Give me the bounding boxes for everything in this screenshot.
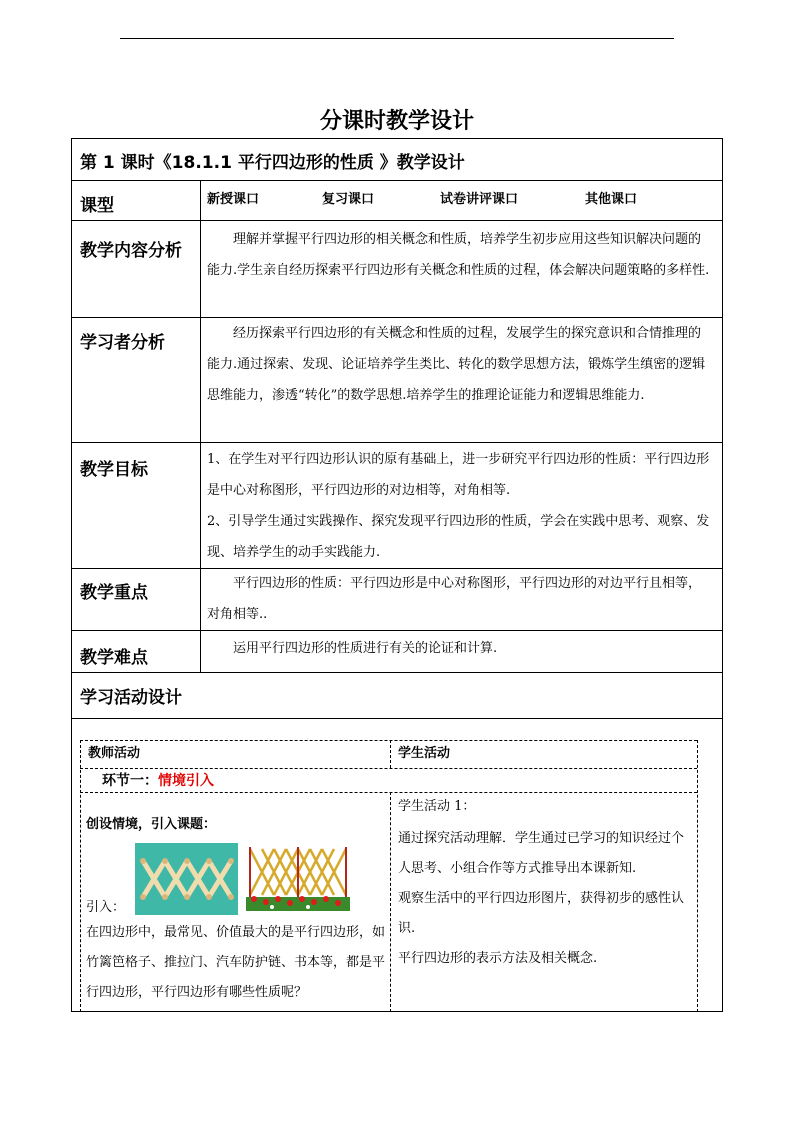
learner-analysis-text — [207, 318, 712, 411]
difficulties-paragraph: 运用平行四边形的性质进行有关的论证和计算. — [233, 641, 498, 656]
folding-rack-image — [135, 843, 238, 915]
student-activity-paragraph: 通过探究活动理解．学生通过已学习的知识经过个人思考、小组合作等方式推导出本课新知. — [398, 831, 685, 876]
option-exam-review[interactable]: 试卷讲评课口 — [440, 192, 519, 207]
inner-table-border — [80, 740, 81, 1012]
section-name: 情境引入 — [158, 773, 214, 789]
row-divider — [71, 442, 723, 443]
row-divider — [71, 672, 723, 673]
option-review-lesson[interactable]: 复习课口 — [322, 192, 375, 207]
difficulties-text — [207, 633, 712, 664]
content-analysis-label: 教学内容分析 — [80, 241, 182, 261]
inner-table-border — [697, 740, 698, 1012]
inner-table-border — [390, 740, 391, 768]
header-rule — [120, 38, 674, 39]
teacher-activity-header: 教师活动 — [88, 746, 141, 761]
key-points-paragraph: 平行四边形的性质：平行四边形是中心对称图形，平行四边形的对边平行且相等，对角相等.. — [207, 576, 702, 622]
row-divider — [71, 180, 723, 181]
student-activity-paragraph: 观察生活中的平行四边形图片，获得初步的感性认识. — [398, 891, 685, 936]
student-activity-paragraph: 平行四边形的表示方法及相关概念. — [398, 951, 598, 966]
document-title: 分课时教学设计 — [319, 109, 474, 134]
teacher-intro-text — [86, 918, 386, 1008]
learner-analysis-paragraph: 经历探索平行四边形的有关概念和性质的过程，发展学生的探究意识和合情推理的能力.通过探索、发现、论证培养学生类比、转化的数学思想方法，锻炼学生缜密的逻辑思维能力，渗透“转化”的数学思想.培养学生的推理论证能力和逻辑思维能力. — [207, 326, 706, 403]
course-type-label: 课型 — [80, 196, 114, 216]
inner-table-border — [390, 792, 391, 1012]
difficulties-label: 教学难点 — [80, 648, 148, 668]
row-divider — [71, 630, 723, 631]
column-divider — [200, 180, 201, 672]
student-activity-header: 学生活动 — [398, 746, 451, 761]
row-divider — [71, 220, 723, 221]
objectives-label: 教学目标 — [80, 460, 148, 480]
content-analysis-text — [207, 224, 712, 286]
lesson-header: 第 1 课时《18.1.1 平行四边形的性质 》教学设计 — [80, 153, 465, 173]
option-new-lesson[interactable]: 新授课口 — [207, 192, 260, 207]
option-other-lesson[interactable]: 其他课口 — [585, 192, 638, 207]
objective-item: 1、在学生对平行四边形认识的原有基础上，进一步研究平行四边形的性质：平行四边形是中心对称图形，平行四边形的对边相等，对角相等. — [207, 452, 710, 498]
activity-design-label: 学习活动设计 — [80, 688, 182, 708]
course-type-options — [207, 188, 707, 208]
row-divider — [71, 718, 723, 719]
objectives-text — [207, 444, 712, 568]
section-title — [102, 766, 214, 796]
flower-bed — [246, 896, 350, 911]
student-activity-text — [398, 792, 692, 974]
inner-table-border — [80, 740, 697, 741]
section-prefix: 环节一： — [102, 773, 158, 789]
fence-image — [244, 843, 352, 913]
intro-label: 引入： — [86, 900, 126, 915]
scene-title: 创设情境，引入课题： — [86, 817, 217, 832]
learner-analysis-label: 学习者分析 — [80, 333, 165, 353]
content-analysis-paragraph: 理解并掌握平行四边形的相关概念和性质，培养学生初步应用这些知识解决问题的能力.学生亲自经历探索平行四边形有关概念和性质的过程，体会解决问题策略的多样性. — [207, 232, 710, 278]
key-points-label: 教学重点 — [80, 583, 148, 603]
student-activity-heading: 学生活动 1： — [398, 799, 476, 814]
key-points-text — [207, 568, 712, 630]
teacher-intro-paragraph: 在四边形中，最常见、价值最大的是平行四边形，如竹篱笆格子、推拉门、汽车防护链、书本等，都是平行四边形，平行四边形有哪些性质呢？ — [86, 925, 386, 1000]
objective-item: 2、引导学生通过实践操作、探究发现平行四边形的性质，学会在实践中思考、观察、发现、培养学生的动手实践能力. — [207, 514, 710, 560]
